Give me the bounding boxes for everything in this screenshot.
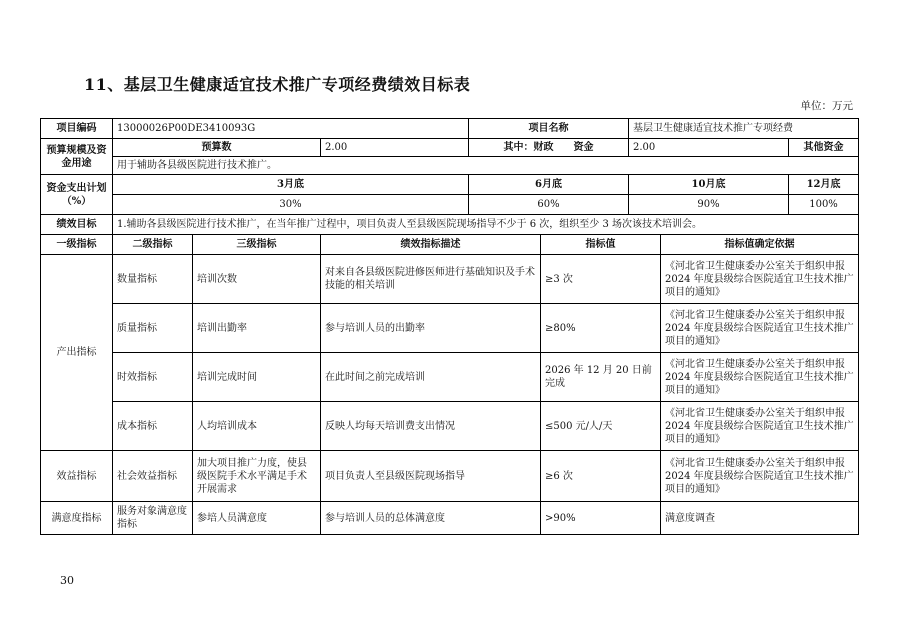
page-number: 30	[60, 574, 74, 587]
funds-purpose: 用于辅助各县级医院进行技术推广。	[113, 157, 859, 175]
level3-cell: 加大项目推广力度，使县级医院手术水平满足手术开展需求	[193, 451, 321, 502]
performance-table	[40, 118, 859, 535]
table-row	[41, 255, 859, 304]
table-row	[41, 451, 859, 502]
description-cell: 参与培训人员的总体满意度	[321, 502, 541, 535]
table-row	[41, 402, 859, 451]
description-cell: 参与培训人员的出勤率	[321, 304, 541, 353]
description-cell: 对来自各县级医院进修医师进行基础知识及手术技能的相关培训	[321, 255, 541, 304]
goal-row	[41, 215, 859, 235]
other-funds-label: 其他资金	[789, 139, 859, 157]
level3-cell: 人均培训成本	[193, 402, 321, 451]
level2-cell: 社会效益指标	[113, 451, 193, 502]
level3-cell: 培训次数	[193, 255, 321, 304]
plan-value-1: 30%	[113, 195, 469, 215]
description-cell: 项目负责人至县级医院现场指导	[321, 451, 541, 502]
goal-text: 1.辅助各县级医院进行技术推广，在当年推广过程中，项目负责人至县级医院现场指导不少于 6 次，组织至少 3 场次该技术培训会。	[113, 215, 859, 235]
table-row	[41, 502, 859, 535]
plan-value-row	[41, 195, 859, 215]
table-row	[41, 353, 859, 402]
col-header-basis: 指标值确定依据	[661, 235, 859, 255]
level2-cell: 质量指标	[113, 304, 193, 353]
level2-cell: 成本指标	[113, 402, 193, 451]
plan-period-1: 3月底	[113, 175, 469, 195]
level2-cell: 时效指标	[113, 353, 193, 402]
project-code-label: 项目编码	[41, 119, 113, 139]
level3-cell: 培训完成时间	[193, 353, 321, 402]
unit-label: 单位：万元	[800, 100, 853, 112]
plan-period-2: 6月底	[469, 175, 629, 195]
project-name-label: 项目名称	[469, 119, 629, 139]
project-code-row	[41, 119, 859, 139]
level3-cell: 培训出勤率	[193, 304, 321, 353]
value-cell: 2026 年 12 月 20 日前完成	[541, 353, 661, 402]
plan-value-3: 90%	[629, 195, 789, 215]
plan-value-2: 60%	[469, 195, 629, 215]
value-cell: >90%	[541, 502, 661, 535]
basis-cell: 《河北省卫生健康委办公室关于组织申报 2024 年度县级综合医院适宜卫生技术推广项目的通知》	[661, 304, 859, 353]
basis-cell: 《河北省卫生健康委办公室关于组织申报 2024 年度县级综合医院适宜卫生技术推广项目的通知》	[661, 353, 859, 402]
description-cell: 反映人均每天培训费支出情况	[321, 402, 541, 451]
basis-cell: 《河北省卫生健康委办公室关于组织申报 2024 年度县级综合医院适宜卫生技术推广项目的通知》	[661, 451, 859, 502]
value-cell: ≤500 元/人/天	[541, 402, 661, 451]
budget-row	[41, 139, 859, 157]
project-code-value: 13000026P00DE3410093G	[113, 119, 469, 139]
plan-period-4: 12月底	[789, 175, 859, 195]
value-cell: ≥3 次	[541, 255, 661, 304]
value-cell: ≥80%	[541, 304, 661, 353]
level1-cell: 效益指标	[41, 451, 113, 502]
budget-amount-label: 预算数	[113, 139, 321, 157]
col-header-description: 绩效指标描述	[321, 235, 541, 255]
level1-cell: 满意度指标	[41, 502, 113, 535]
plan-value-4: 100%	[789, 195, 859, 215]
level2-cell: 服务对象满意度指标	[113, 502, 193, 535]
level3-cell: 参培人员满意度	[193, 502, 321, 535]
col-header-level3: 三级指标	[193, 235, 321, 255]
project-name-value: 基层卫生健康适宜技术推广专项经费	[629, 119, 859, 139]
value-cell: ≥6 次	[541, 451, 661, 502]
col-header-value: 指标值	[541, 235, 661, 255]
plan-period-3: 10月底	[629, 175, 789, 195]
plan-period-row	[41, 175, 859, 195]
spending-plan-label: 资金支出计划（%）	[41, 175, 113, 215]
level1-cell: 产出指标	[41, 255, 113, 451]
table-row	[41, 304, 859, 353]
goal-label: 绩效目标	[41, 215, 113, 235]
col-header-level2: 二级指标	[113, 235, 193, 255]
fiscal-funds-label: 其中：财政 资金	[469, 139, 629, 157]
column-header-row	[41, 235, 859, 255]
page-title: 11、基层卫生健康适宜技术推广专项经费绩效目标表	[84, 75, 471, 94]
basis-cell: 满意度调查	[661, 502, 859, 535]
level2-cell: 数量指标	[113, 255, 193, 304]
basis-cell: 《河北省卫生健康委办公室关于组织申报 2024 年度县级综合医院适宜卫生技术推广项目的通知》	[661, 255, 859, 304]
description-cell: 在此时间之前完成培训	[321, 353, 541, 402]
col-header-level1: 一级指标	[41, 235, 113, 255]
budget-label: 预算规模及资金用途	[41, 139, 113, 175]
budget-amount-value: 2.00	[321, 139, 469, 157]
basis-cell: 《河北省卫生健康委办公室关于组织申报 2024 年度县级综合医院适宜卫生技术推广项目的通知》	[661, 402, 859, 451]
purpose-row	[41, 157, 859, 175]
fiscal-funds-value: 2.00	[629, 139, 789, 157]
